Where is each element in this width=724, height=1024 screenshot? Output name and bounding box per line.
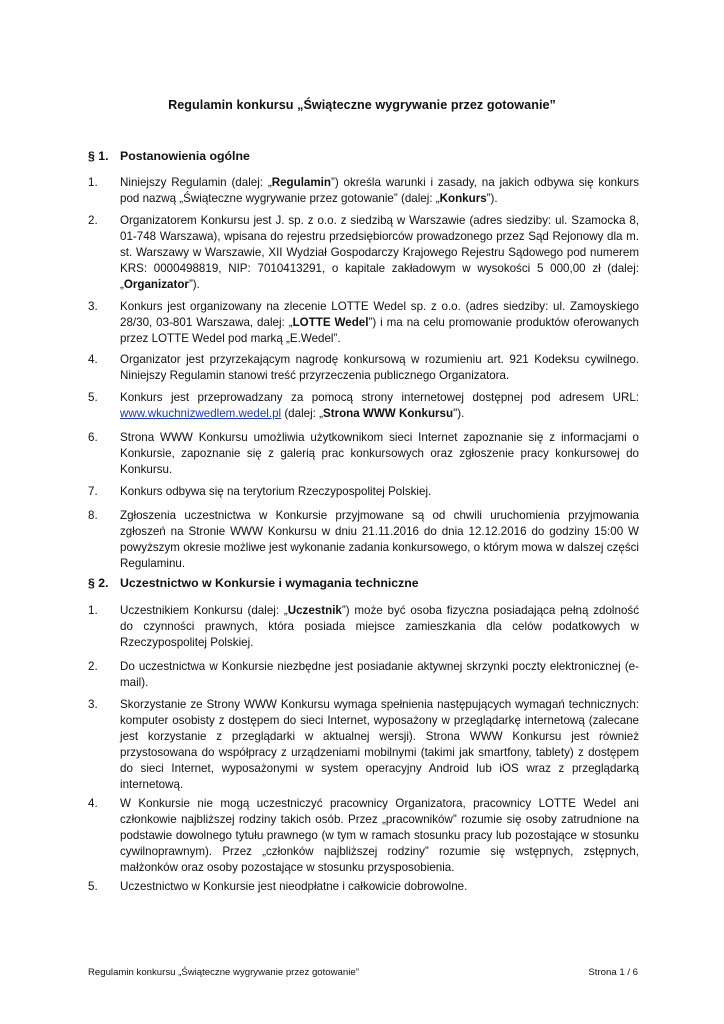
item-text: Uczestnikiem Konkursu (dalej: „Uczestnik”) może być osoba fizyczna posiadająca pełną zdolność do czynności prawnych, która posiada miejsce zamieszkania dla celów podatkowych w Rzeczypospolitej Polskiej. [120, 604, 639, 649]
item-text: Uczestnictwo w Konkursie jest nieodpłatne i całkowicie dobrowolne. [120, 880, 468, 893]
item-number: 3. [88, 300, 98, 313]
section-number: § 1. [88, 149, 109, 163]
section-title: Postanowienia ogólne [120, 149, 250, 163]
item-number: 5. [88, 391, 98, 404]
section-number: § 2. [88, 576, 109, 590]
document-title: Regulamin konkursu „Świąteczne wygrywanie przez gotowanie” [168, 98, 556, 112]
item-number: 8. [88, 509, 98, 522]
item-number: 6. [88, 431, 98, 444]
item-text: Strona WWW Konkursu umożliwia użytkownikom sieci Internet zapoznanie się z informacjami o Konkursie, zapoznanie się z galerią prac konkursowych oraz zgłoszenie pracy konkursowej do Konkursu. [120, 431, 639, 476]
item-text: Konkurs jest organizowany na zlecenie LOTTE Wedel sp. z o.o. (adres siedziby: ul. Zamoyskiego 28/30, 03-801 Warszawa, dalej: „LOTTE Wedel”) i ma na celu promowanie produktów oferowanych przez LOTTE Wedel pod marką „E.Wedel”. [120, 300, 640, 345]
item-text: Niniejszy Regulamin (dalej: „Regulamin”) określa warunki i zasady, na jakich odbywa się konkurs pod nazwą „Świąteczne wygrywanie przez gotowanie” (dalej: „Konkurs”). [120, 176, 639, 205]
item-number: 2. [88, 214, 98, 227]
list-item [88, 175, 639, 207]
section-title: Uczestnictwo w Konkursie i wymagania techniczne [120, 576, 419, 590]
item-text: Zgłoszenia uczestnictwa w Konkursie przyjmowane są od chwili uruchomienia przyjmowania zgłoszeń na Stronie WWW Konkursu w dniu 21.11.2016 do dnia 12.12.2016 do godziny 15:00 W powyższym okresie możliwe jest wykonanie zadania konkursowego, o którym mowa w dalszej części Regulaminu. [120, 509, 639, 570]
item-number: 4. [88, 797, 98, 810]
item-number: 1. [88, 604, 98, 617]
item-number: 3. [88, 698, 98, 711]
section-1-heading [88, 149, 250, 163]
list-item [88, 603, 639, 651]
list-item [88, 508, 639, 572]
list-item [88, 390, 639, 422]
list-item [88, 659, 639, 691]
item-text: Skorzystanie ze Strony WWW Konkursu wymaga spełnienia następujących wymagań technicznych: komputer osobisty z dostępem do sieci Internet, wyposażony w przeglądarkę internetową (zalecane jest korzystanie z przeglądarki w aktualnej wersji). Strona WWW Konkursu jest również przystosowana do współpracy z urządzeniami mobilnymi (takimi jak smartfony, tablety) z dostępem do sieci Internet, wyposażonymi w system operacyjny Android lub iOS wraz z przeglądarką internetową. [120, 698, 639, 791]
list-item [88, 879, 639, 895]
item-number: 5. [88, 880, 98, 893]
item-number: 2. [88, 660, 98, 673]
item-text: Konkurs jest przeprowadzany za pomocą strony internetowej dostępnej pod adresem URL: www.wkuchnizwedlem.wedel.pl (dalej: „Strona WWW Konkursu"). [120, 391, 639, 420]
item-text: Organizatorem Konkursu jest J. sp. z o.o. z siedzibą w Warszawie (adres siedziby: ul. Szamocka 8, 01-748 Warszawa), wpisana do rejestru przedsiębiorców prowadzonego przez Sąd Rejonowy dla m. st. Warszawy w Warszawie, XII Wydział Gospodarczy Krajowego Rejestru Sądowego pod numerem KRS: 0000498819, NIP: 7010413291, o kapitale zakładowym w wysokości 5 000,00 zł (dalej: „Organizator”). [120, 214, 639, 291]
list-item [88, 299, 639, 347]
item-number: 4. [88, 353, 98, 366]
list-item [88, 796, 639, 876]
item-text: Do uczestnictwa w Konkursie niezbędne jest posiadanie aktywnej skrzynki poczty elektronicznej (e-mail). [120, 660, 639, 689]
footer-doc-title: Regulamin konkursu „Świąteczne wygrywanie przez gotowanie” [88, 967, 359, 978]
list-item [88, 484, 639, 500]
section-2-heading [88, 576, 419, 590]
item-number: 1. [88, 176, 98, 189]
item-number: 7. [88, 485, 98, 498]
contest-url-link[interactable]: www.wkuchnizwedlem.wedel.pl [120, 407, 282, 420]
item-text: Organizator jest przyrzekającym nagrodę konkursową w rozumieniu art. 921 Kodeksu cywilnego. Niniejszy Regulamin stanowi treść przyrzeczenia publicznego Organizatora. [120, 353, 639, 382]
list-item [88, 697, 639, 793]
list-item [88, 213, 639, 293]
footer-page-number: Strona 1 / 6 [588, 967, 638, 978]
item-text: W Konkursie nie mogą uczestniczyć pracownicy Organizatora, pracownicy LOTTE Wedel ani członkowie najbliższej rodziny takich osób. Przez „pracowników” rozumie się osoby zatrudnione na podstawie dowolnego tytułu prawnego (w tym w ramach stosunku pracy lub pozostające w stosunku cywilnoprawnym). Przez „członków najbliższej rodziny” rozumie się wstępnych, zstępnych, małżonków oraz osoby pozostające w stosunku przysposobienia. [120, 797, 639, 874]
list-item [88, 352, 639, 384]
list-item [88, 430, 639, 478]
item-text: Konkurs odbywa się na terytorium Rzeczypospolitej Polskiej. [120, 485, 432, 498]
